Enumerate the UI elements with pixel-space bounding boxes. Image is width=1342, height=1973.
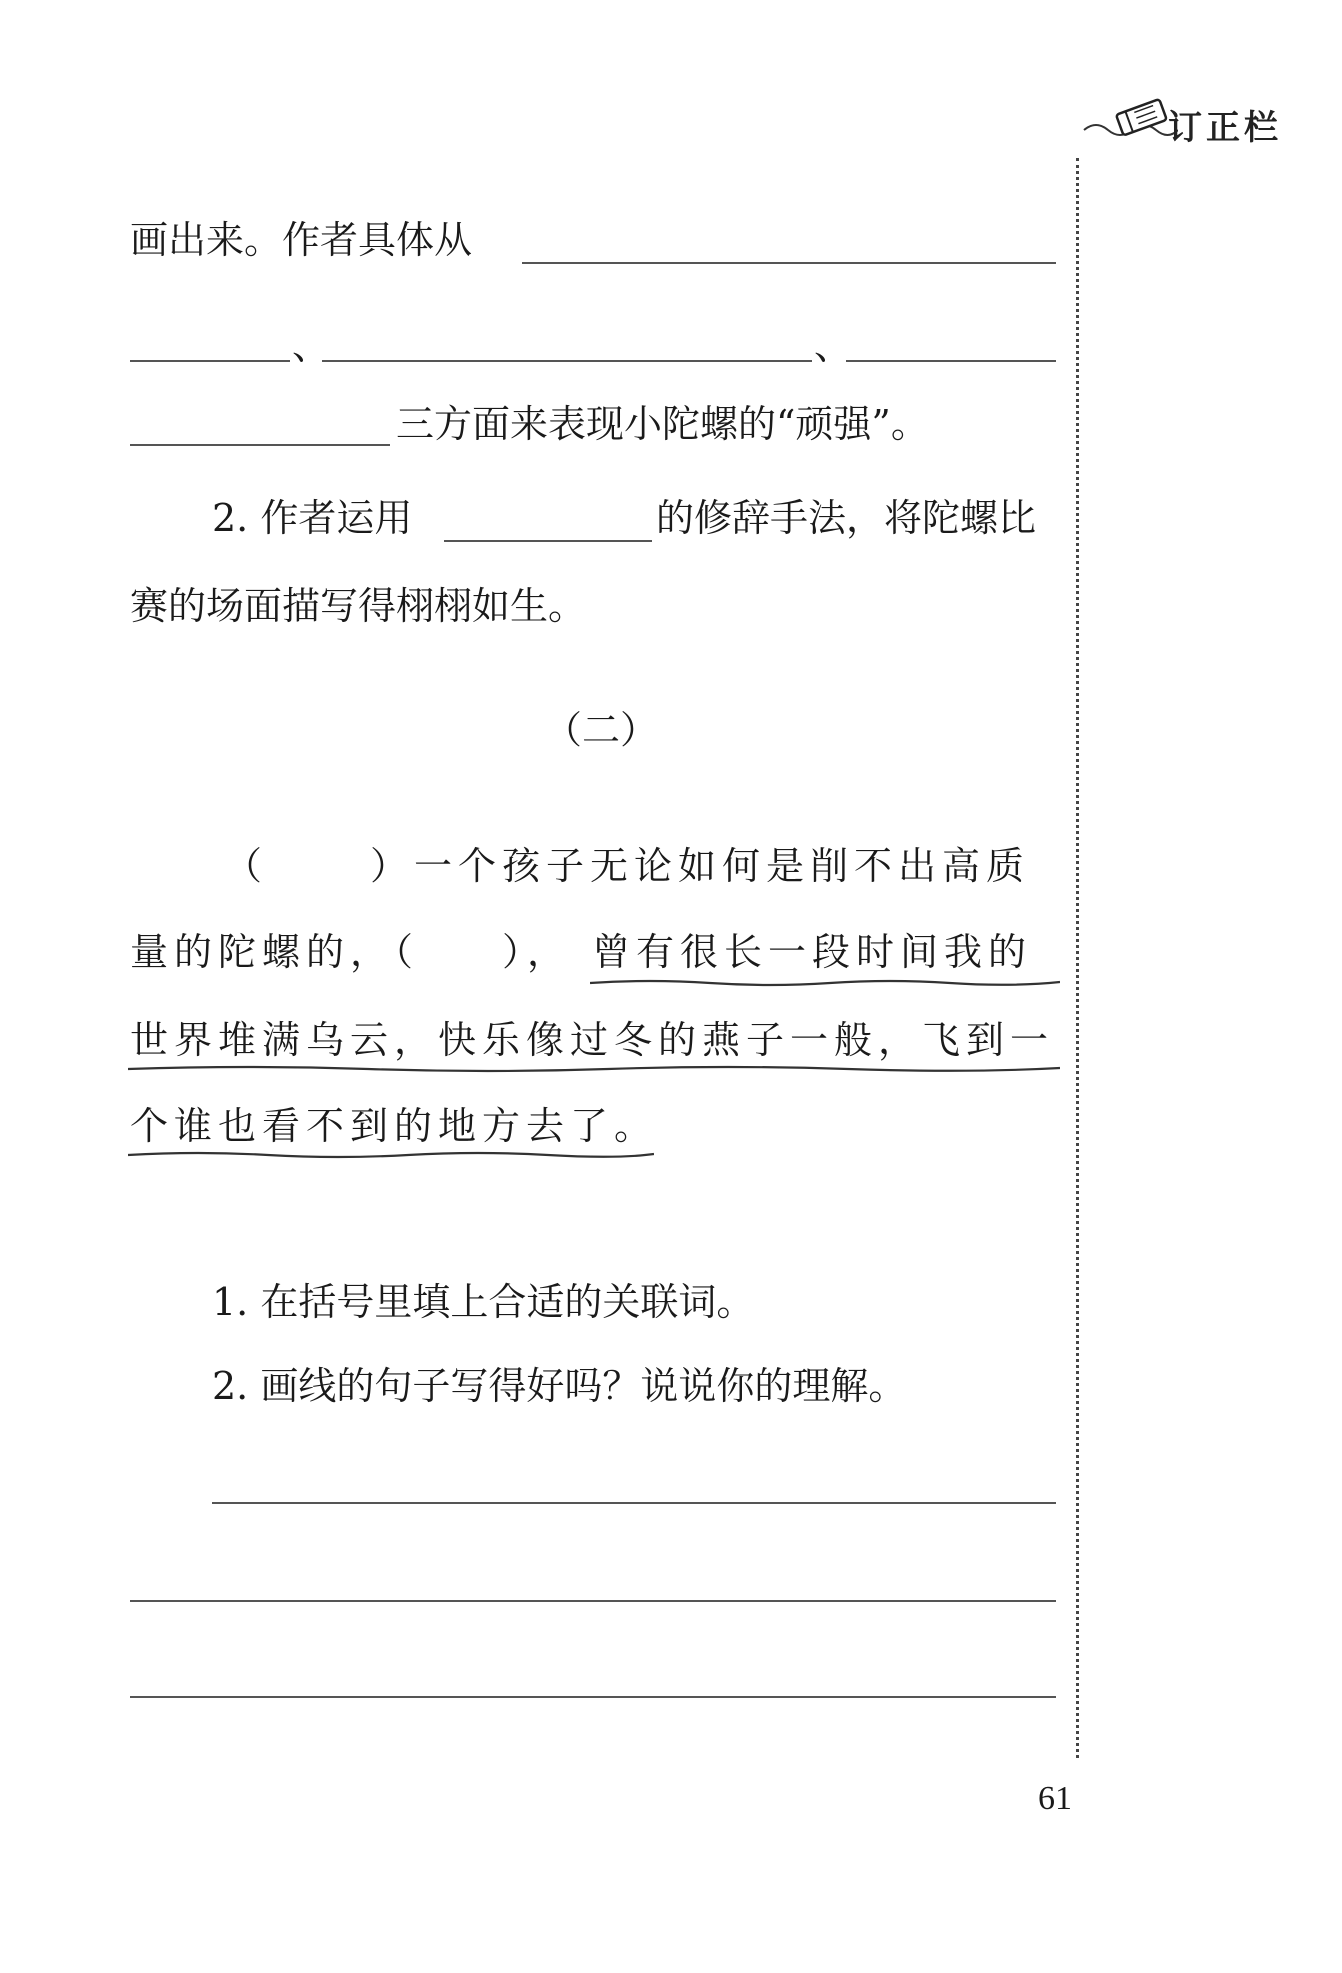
q2-text-part1: 2. 作者运用 [212, 496, 413, 540]
passage-line3: 世界堆满乌云，快乐像过冬的燕子一般，飞到一 [130, 1018, 1055, 1062]
answer-line-3[interactable] [130, 1696, 1056, 1698]
underline-wavy-2 [128, 1064, 1060, 1074]
q2-text-part2: 的修辞手法，将陀螺比 [656, 496, 1037, 540]
pencil-eraser-icon [1082, 92, 1178, 148]
answer-blank-5[interactable] [130, 444, 390, 446]
q1-text-line3: 三方面来表现小陀螺的“顽强”。 [396, 402, 929, 446]
q2-text-part3: 赛的场面描写得栩栩如生。 [130, 584, 587, 628]
passage-line4: 个谁也看不到的地方去了。 [130, 1104, 659, 1148]
correction-column-header [1082, 92, 1312, 152]
correction-column-divider [1076, 158, 1079, 1758]
question-1: 1. 在括号里填上合适的关联词。 [212, 1280, 755, 1324]
section-heading: （二） [544, 708, 659, 752]
passage-underlined-start: 曾有很长一段时间我的 [592, 930, 1033, 974]
separator-comma-2: 、 [814, 324, 853, 368]
answer-blank-1[interactable] [522, 262, 1056, 264]
separator-comma-1: 、 [292, 324, 331, 368]
question-2: 2. 画线的句子写得好吗？说说你的理解。 [212, 1364, 907, 1408]
passage-line2-a: 量的陀螺的，（ [130, 930, 420, 974]
answer-line-1[interactable] [212, 1502, 1056, 1504]
page-number: 61 [1038, 1780, 1072, 1817]
passage-line2-b: ）， [502, 930, 572, 974]
answer-blank-rhetoric[interactable] [444, 540, 652, 542]
answer-blank-3[interactable] [322, 360, 812, 362]
q1-text-line1: 画出来。作者具体从 [130, 218, 473, 262]
answer-blank-2[interactable] [130, 360, 290, 362]
answer-line-2[interactable] [130, 1600, 1056, 1602]
underline-wavy-1 [590, 978, 1060, 988]
correction-column-title: 订正栏 [1168, 108, 1282, 148]
passage-line1: ）一个孩子无论如何是削不出高质 [370, 844, 1031, 888]
bracket-open-1: （ [224, 844, 269, 888]
answer-blank-4[interactable] [846, 360, 1056, 362]
underline-wavy-3 [128, 1150, 654, 1160]
